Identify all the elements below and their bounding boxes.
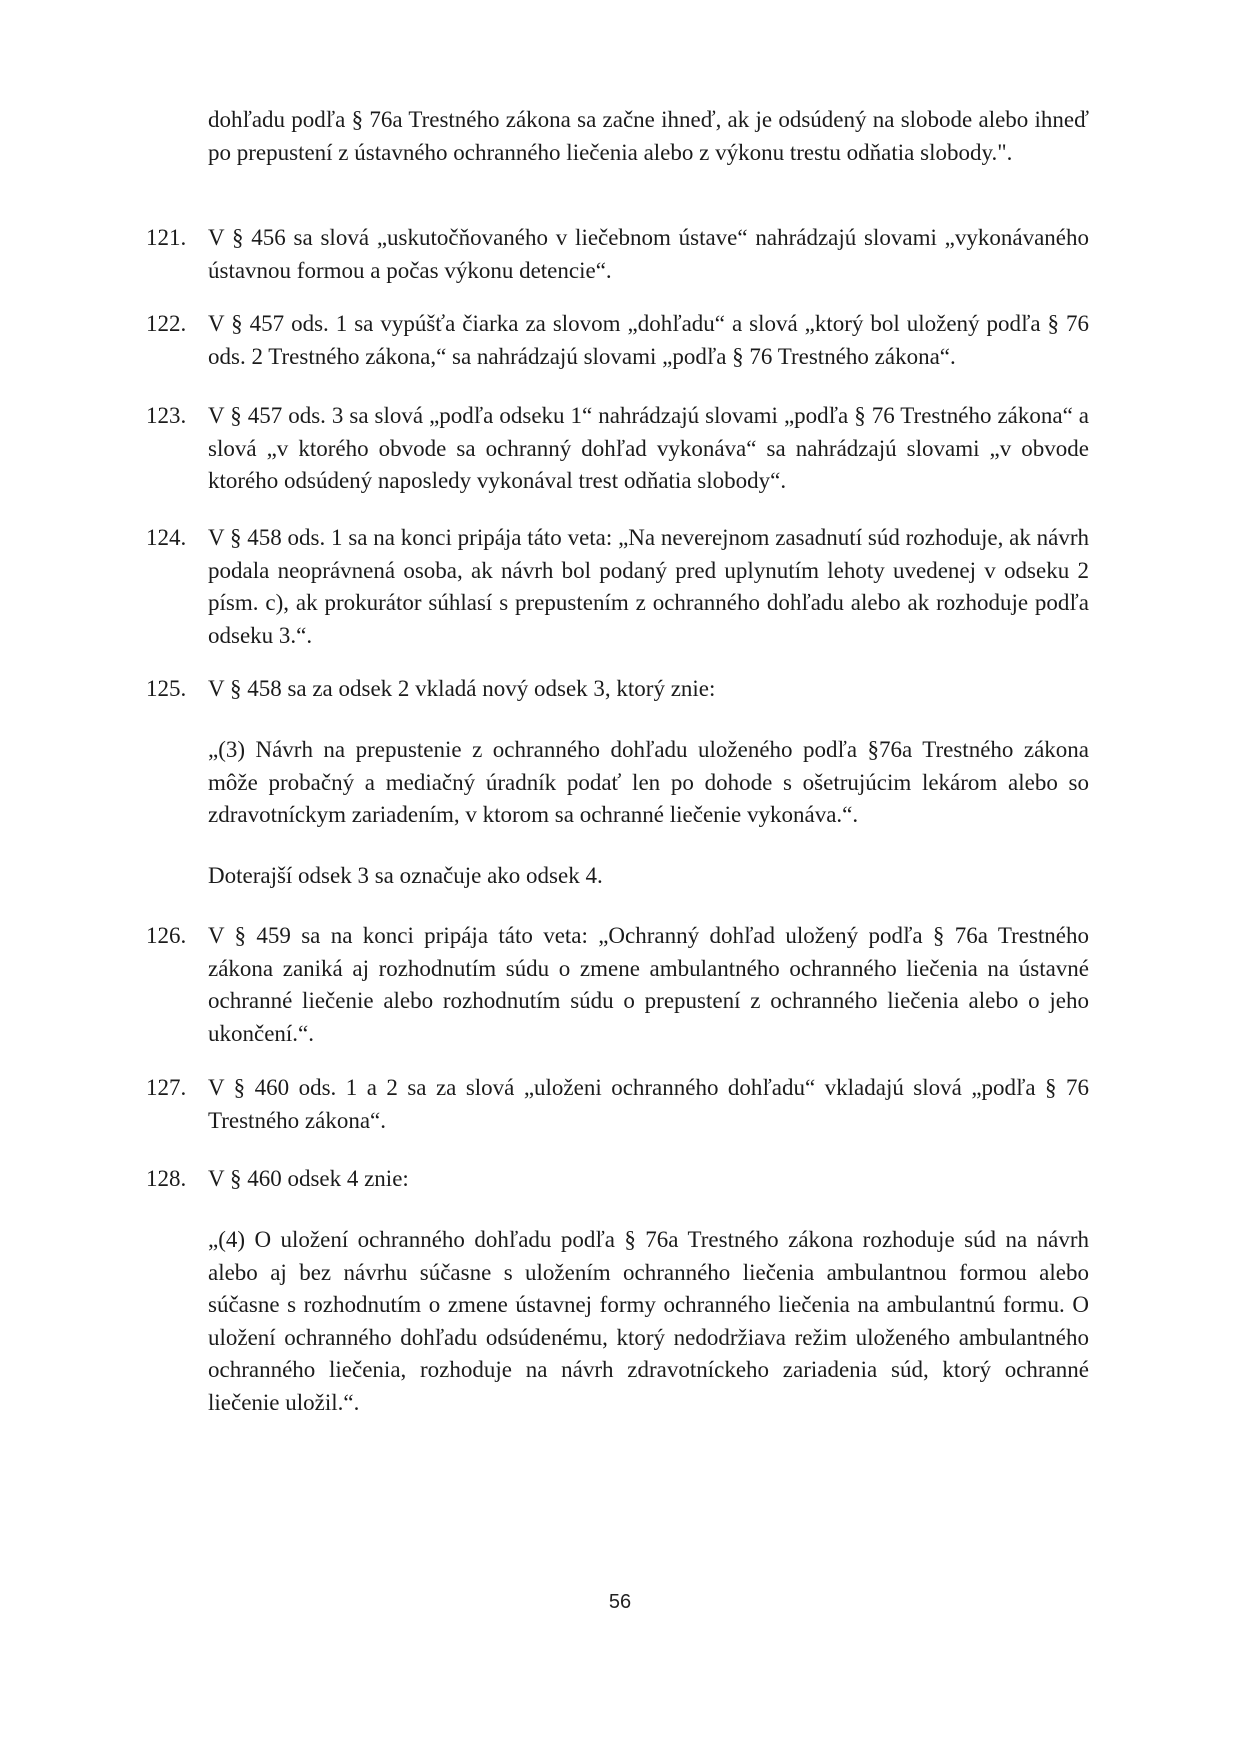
item-number: 128.	[146, 1166, 187, 1191]
item-text: V § 456 sa slová „uskutočňovaného v liečebnom ústave“ nahrádzajú slovami „vykonávaného ústavnou formou a počas výkonu detencie“.	[208, 225, 1089, 283]
page-number: 56	[608, 1591, 632, 1613]
item-number: 121.	[146, 225, 187, 250]
item-text: V § 460 odsek 4 znie:	[208, 1166, 409, 1191]
intro-paragraph: dohľadu podľa § 76a Trestného zákona sa začne ihneď, ak je odsúdený na slobode alebo ihneď po prepustení z ústavného ochranného liečenia alebo z výkonu trestu odňatia slobody.".	[208, 107, 1089, 165]
item-number: 127.	[146, 1075, 187, 1100]
list-item	[146, 1072, 1089, 1137]
item-number: 124.	[146, 525, 187, 550]
item-text: V § 460 ods. 1 a 2 sa za slová „uloženi ochranného dohľadu“ vkladajú slová „podľa § 76 Trestného zákona“.	[208, 1075, 1089, 1133]
item-text: V § 458 ods. 1 sa na konci pripája táto veta: „Na neverejnom zasadnutí súd rozhoduje, ak návrh podala neoprávnená osoba, ak návrh bol podaný pred uplynutím lehoty uvedenej v odseku 2 písm. c), ak prokurátor súhlasí s prepustením z ochranného dohľadu alebo ak rozhoduje podľa odseku 3.“.	[208, 525, 1089, 648]
list-item	[146, 1163, 1089, 1196]
list-item	[146, 920, 1089, 1050]
item-number: 122.	[146, 311, 187, 336]
quoted-paragraph: „(3) Návrh na prepustenie z ochranného dohľadu uloženého podľa §76a Trestného zákona môže probačný a mediačný úradník podať len po dohode s ošetrujúcim lekárom alebo so zdravotníckym zariadením, v ktorom sa ochranné liečenie vykonáva.“.	[208, 737, 1089, 827]
item-number: 123.	[146, 403, 187, 428]
item-number: 125.	[146, 676, 187, 701]
item-number: 126.	[146, 923, 187, 948]
list-item	[146, 673, 1089, 706]
list-item	[146, 222, 1089, 287]
item-text: V § 458 sa za odsek 2 vkladá nový odsek 3, ktorý znie:	[208, 676, 716, 701]
list-item	[146, 522, 1089, 652]
quoted-paragraph: „(4) O uložení ochranného dohľadu podľa § 76a Trestného zákona rozhoduje súd na návrh alebo aj bez návrhu súčasne s uložením ochranného liečenia ambulantnou formou alebo súčasne s rozhodnutím o zmene ústavnej formy ochranného liečenia na ambulantnú formu. O uložení ochranného dohľadu odsúdenému, ktorý nedodržiava režim uloženého ambulantného ochranného liečenia, rozhoduje na návrh zdravotníckeho zariadenia súd, ktorý ochranné liečenie uložil.“.	[208, 1227, 1089, 1415]
item-text: V § 457 ods. 1 sa vypúšťa čiarka za slovom „dohľadu“ a slová „ktorý bol uložený podľa § 76 ods. 2 Trestného zákona,“ sa nahrádzajú slovami „podľa § 76 Trestného zákona“.	[208, 311, 1089, 369]
list-item	[146, 308, 1089, 373]
note-paragraph: Doterajší odsek 3 sa označuje ako odsek 4.	[208, 863, 603, 888]
item-text: V § 457 ods. 3 sa slová „podľa odseku 1“ nahrádzajú slovami „podľa § 76 Trestného zákona“ a slová „v ktorého obvode sa ochranný dohľad vykonáva“ sa nahrádzajú slovami „v obvode ktorého odsúdený naposledy vykonával trest odňatia slobody“.	[208, 403, 1089, 493]
item-text: V § 459 sa na konci pripája táto veta: „Ochranný dohľad uložený podľa § 76a Trestného zákona zaniká aj rozhodnutím súdu o zmene ambulantného ochranného liečenia na ústavné ochranné liečenie alebo rozhodnutím súdu o prepustení z ochranného liečenia alebo o jeho ukončení.“.	[208, 923, 1089, 1046]
list-item	[146, 400, 1089, 498]
